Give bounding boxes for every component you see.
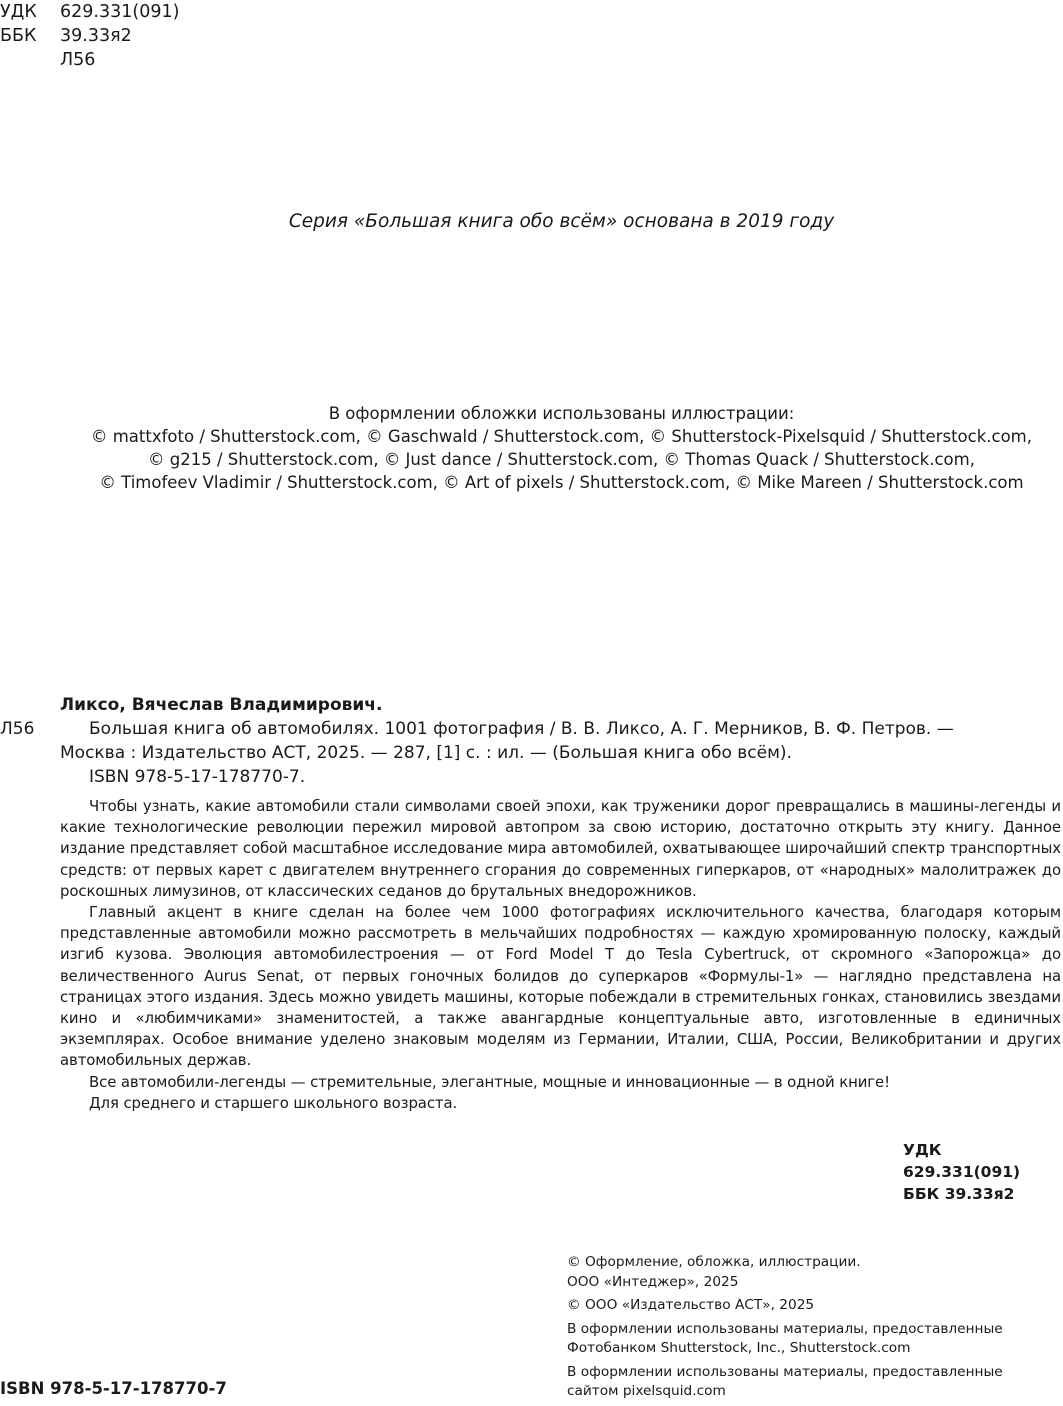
annotation-paragraph: Для среднего и старшего школьного возраста. xyxy=(89,1093,458,1112)
udk-code-right: УДК 629.331(091) xyxy=(903,1141,1021,1181)
classification-codes-top xyxy=(0,0,179,72)
isbn-bottom: ISBN 978-5-17-178770-7 xyxy=(0,1379,227,1398)
udk-label: УДК xyxy=(0,2,37,22)
cover-credits xyxy=(0,402,1063,494)
bbk-code-right: ББК 39.33я2 xyxy=(903,1185,1015,1203)
catalog-title-line: Большая книга об автомобилях. 1001 фотография / В. В. Ликсо, А. Г. Мерников, В. Ф. Петров. — xyxy=(89,719,954,739)
copyright-block xyxy=(567,1253,1003,1406)
copyright-pixelsquid xyxy=(567,1363,1003,1402)
catalog-isbn-line: ISBN 978-5-17-178770-7. xyxy=(89,767,306,787)
cover-credits-line: © g215 / Shutterstock.com, © Just dance / Shutterstock.com, © Thomas Quack / Shutterstock.com, xyxy=(148,450,975,469)
catalog-bibliographic-record xyxy=(60,717,1061,789)
annotation-paragraph: Все автомобили-легенды — стремительные, элегантные, мощные и инновационные — в одной книге! xyxy=(89,1072,890,1091)
catalog-author: Ликсо, Вячеслав Владимирович. xyxy=(60,695,383,715)
bbk-value: 39.33я2 xyxy=(60,26,132,46)
copyright-line: В оформлении использованы материалы, предоставленные xyxy=(567,1320,1003,1337)
series-note: Серия «Большая книга обо всём» основана в 2019 году xyxy=(288,211,835,232)
udk-row xyxy=(0,0,179,24)
copyright-line: сайтом pixelsquid.com xyxy=(567,1383,726,1399)
copyright-line: © Оформление, обложка, иллюстрации. xyxy=(567,1254,861,1270)
annotation xyxy=(60,796,1061,1114)
copyright-publisher xyxy=(567,1296,1003,1316)
cover-credits-line: © Timofeev Vladimir / Shutterstock.com, © Art of pixels / Shutterstock.com, © Mike Mareen / Shutterstock.com xyxy=(99,473,1024,492)
catalog-publisher-line: Москва : Издательство АСТ, 2025. — 287, [1] с. : ил. — (Большая книга обо всём). xyxy=(60,743,792,763)
author-mark-row xyxy=(0,48,179,72)
copyright-line: ООО «Интеджер», 2025 xyxy=(567,1273,739,1290)
catalog-author-code: Л56 xyxy=(0,719,35,739)
cover-credits-line: В оформлении обложки использованы иллюстрации: xyxy=(328,404,795,423)
copyright-shutterstock xyxy=(567,1320,1003,1359)
annotation-paragraph: Чтобы узнать, какие автомобили стали символами своей эпохи, как труженики дорог превращались в машины-легенды и какие технологические революции пережил мировой автопром за свою историю, достаточно открыть эту книгу. Данное издание представляет собой масштабное исследование мира автомобилей, охватывающее широчайший спектр транспортных средств: от первых карет с двигателем внутреннего сгорания до современных гиперкаров, от «народных» малолитражек до роскошных лимузинов, от классических седанов до брутальных внедорожников. xyxy=(60,797,1061,900)
copyright-line: © ООО «Издательство АСТ», 2025 xyxy=(567,1297,815,1313)
udk-value: 629.331(091) xyxy=(60,2,180,22)
author-mark-value: Л56 xyxy=(60,50,96,70)
cover-credits-line: © mattxfoto / Shutterstock.com, © Gaschwald / Shutterstock.com, © Shutterstock-Pixelsquid / Shutterstock.com, xyxy=(90,427,1032,446)
annotation-paragraph: Главный акцент в книге сделан на более чем 1000 фотографиях исключительного качества, благодаря которым представленные автомобили можно рассмотреть в мельчайших подробностях — каждую хромированную полоску, каждый изгиб кузова. Эволюция автомобилестроения — от Ford Model T до Tesla Cybertruck, от скромного «Запорожца» до величественного Aurus Senat, от первых гоночных болидов до суперкаров «Формулы-1» — наглядно представлена на страницах этого издания. Здесь можно увидеть машины, которые побеждали в стремительных гонках, становились звездами кино и «любимчиками» знаменитостей, а также авангардные концептуальные авто, изготовленные в единичных экземплярах. Особое внимание уделено знаковым моделям из Германии, Италии, США, России, Великобритании и других автомобильных держав. xyxy=(60,903,1061,1070)
bbk-row xyxy=(0,24,179,48)
classification-codes-right xyxy=(903,1139,1063,1205)
copyright-line: Фотобанком Shutterstock, Inc., Shutterstock.com xyxy=(567,1340,911,1356)
copyright-design xyxy=(567,1253,1003,1292)
author-mark-label xyxy=(0,48,60,72)
copyright-line: В оформлении использованы материалы, предоставленные xyxy=(567,1363,1003,1380)
bbk-label: ББК xyxy=(0,26,37,46)
